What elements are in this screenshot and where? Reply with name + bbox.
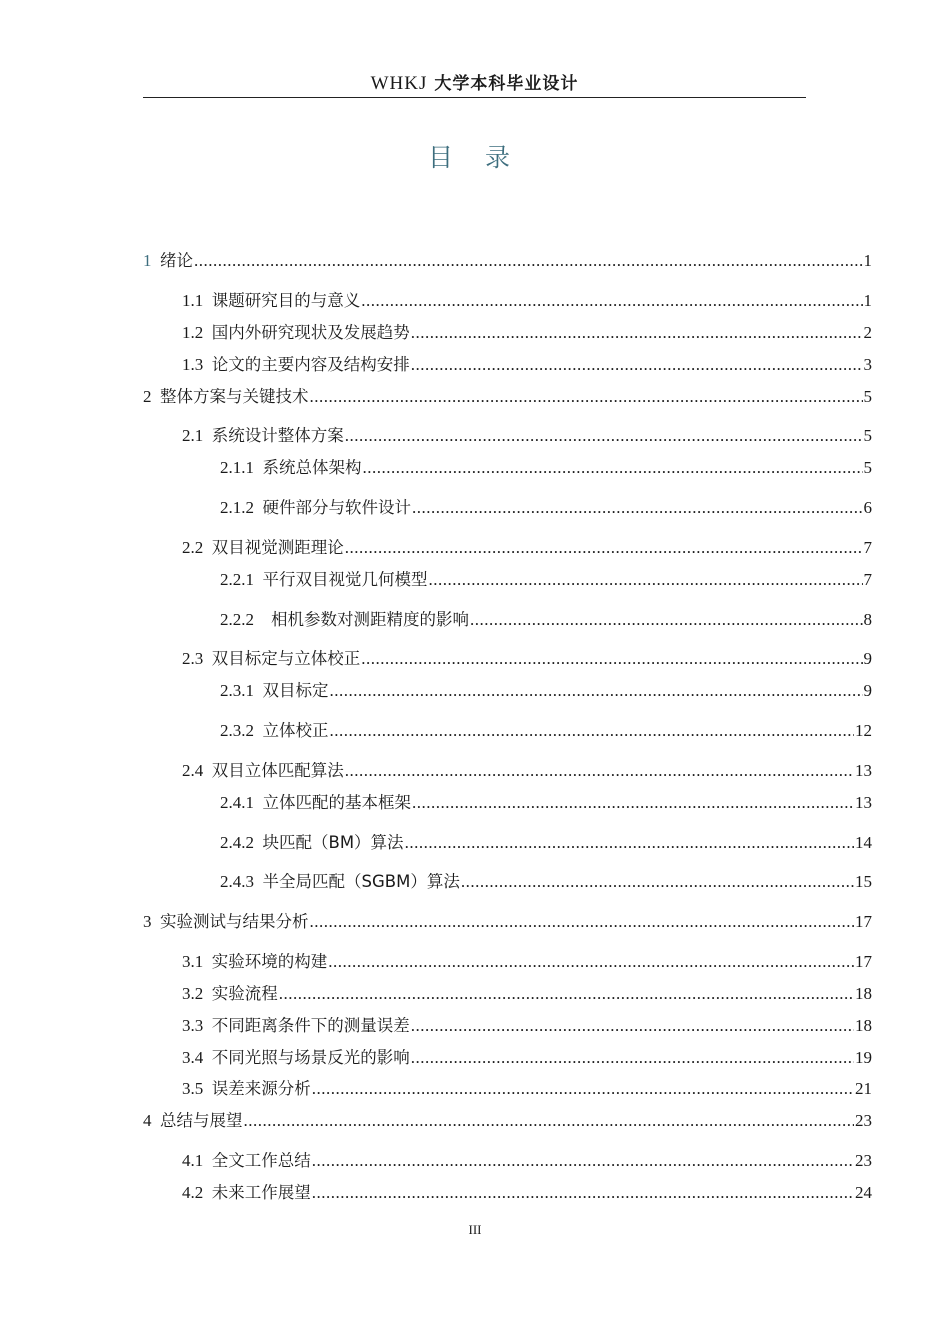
toc-entry-page: 13	[855, 761, 872, 780]
toc-entry-title: 平行双目视觉几何模型	[262, 570, 428, 589]
toc-entry-title: 硬件部分与软件设计	[262, 498, 411, 517]
toc-entry-number: 4.1	[182, 1151, 212, 1170]
toc-leader-dots	[279, 983, 854, 1005]
toc-entry[interactable]	[220, 567, 872, 591]
toc-entry-page: 24	[855, 1183, 872, 1202]
toc-entry-number: 2.1	[182, 426, 212, 445]
toc-entry[interactable]	[220, 790, 872, 814]
toc-leader-dots	[194, 250, 863, 272]
toc-entry-page: 17	[855, 952, 872, 971]
toc-entry-title: 全文工作总结	[211, 1151, 311, 1170]
toc-entry-title: 未来工作展望	[211, 1183, 311, 1202]
toc-leader-dots	[361, 290, 862, 312]
toc-entry-number: 3.4	[182, 1048, 212, 1067]
toc-entry-number: 2.2.2	[220, 610, 271, 629]
toc-title: 目 录	[428, 143, 522, 172]
toc-entry[interactable]	[182, 352, 872, 376]
toc-entry[interactable]	[220, 830, 872, 854]
toc-entry-page: 7	[863, 538, 872, 557]
toc-entry-number: 2.1.2	[220, 498, 263, 517]
toc-entry-number: 2.4	[182, 761, 212, 780]
toc-entry-title: 双目标定	[262, 681, 329, 700]
toc-entry-number: 2.3	[182, 649, 212, 668]
toc-entry[interactable]	[182, 1148, 872, 1172]
toc-entry-title: 立体校正	[262, 721, 329, 740]
toc-entry[interactable]	[182, 1045, 872, 1069]
toc-entry-page: 9	[863, 681, 872, 700]
toc-entry-title: 课题研究目的与意义	[211, 291, 361, 310]
toc-entry-page: 1	[863, 291, 872, 310]
toc-entry-title: 半全局匹配（SGBM）算法	[262, 872, 460, 891]
toc-entry-number: 2.3.1	[220, 681, 263, 700]
toc-entry-page: 13	[855, 793, 872, 812]
toc-entry-number: 4.2	[182, 1183, 212, 1202]
toc-entry-page: 6	[863, 498, 872, 517]
toc-entry-page: 18	[855, 984, 872, 1003]
toc-entry-title: 论文的主要内容及结构安排	[211, 355, 410, 374]
toc-entry[interactable]	[182, 981, 872, 1005]
toc-entry-page: 5	[863, 458, 872, 477]
toc-leader-dots	[470, 609, 863, 631]
toc-entry-number: 2	[143, 387, 160, 406]
toc-entry[interactable]	[182, 949, 872, 973]
toc-entry-page: 23	[855, 1111, 872, 1130]
toc-leader-dots	[405, 832, 854, 854]
toc-entry[interactable]	[143, 248, 872, 272]
toc-entry-page: 5	[863, 387, 872, 406]
toc-entry-number: 1.1	[182, 291, 212, 310]
toc-entry-page: 21	[855, 1079, 872, 1098]
toc-entry-title: 实验流程	[211, 984, 278, 1003]
toc-leader-dots	[345, 537, 863, 559]
toc-entry[interactable]	[143, 384, 872, 408]
toc-entry-title: 系统设计整体方案	[211, 426, 344, 445]
toc-entry-page: 1	[863, 251, 872, 270]
toc-leader-dots	[312, 1078, 854, 1100]
toc-entry-page: 9	[863, 649, 872, 668]
toc-entry-title: 不同距离条件下的测量误差	[211, 1016, 410, 1035]
toc-entry-number: 3	[143, 912, 160, 931]
header-title: 大学本科毕业设计	[434, 74, 579, 94]
toc-entry-page: 7	[863, 570, 872, 589]
toc-entry[interactable]	[143, 1108, 872, 1132]
toc-entry-number: 3.3	[182, 1016, 212, 1035]
toc-entry[interactable]	[182, 1076, 872, 1100]
page-number: III	[468, 1222, 482, 1237]
toc-entry-title: 相机参数对测距精度的影响	[271, 610, 469, 629]
toc-leader-dots	[361, 648, 862, 670]
toc-entry-number: 3.2	[182, 984, 212, 1003]
toc-entry[interactable]	[220, 607, 872, 631]
toc-entry-page: 12	[855, 721, 872, 740]
toc-entry-number: 3.1	[182, 952, 212, 971]
toc-entry-title: 总结与展望	[160, 1111, 243, 1130]
toc-leader-dots	[312, 1150, 854, 1172]
toc-entry-number: 3.5	[182, 1079, 212, 1098]
toc-leader-dots	[312, 1182, 854, 1204]
toc-entry[interactable]	[220, 678, 872, 702]
toc-entry-title: 国内外研究现状及发展趋势	[211, 323, 410, 342]
toc-entry[interactable]	[182, 1180, 872, 1204]
toc-entry-title: 双目标定与立体校正	[211, 649, 361, 668]
toc-entry-title: 不同光照与场景反光的影响	[211, 1048, 410, 1067]
toc-entry-title: 误差来源分析	[211, 1079, 311, 1098]
toc-leader-dots	[310, 911, 855, 933]
toc-entry-title: 绪论	[160, 251, 193, 270]
toc-entry-page: 2	[863, 323, 872, 342]
toc-entry-number: 4	[143, 1111, 160, 1130]
toc-entry-title: 实验测试与结果分析	[160, 912, 309, 931]
toc-entry-page: 18	[855, 1016, 872, 1035]
page-header	[143, 70, 806, 97]
toc-entry[interactable]	[220, 455, 872, 479]
toc-entry[interactable]	[182, 758, 872, 782]
toc-leader-dots	[328, 951, 854, 973]
toc-entry[interactable]	[220, 869, 872, 893]
toc-entry[interactable]	[220, 718, 872, 742]
toc-leader-dots	[411, 1015, 854, 1037]
toc-entry-page: 19	[855, 1048, 872, 1067]
toc-leader-dots	[411, 322, 863, 344]
toc-entry-number: 2.4.1	[220, 793, 263, 812]
toc-leader-dots	[244, 1110, 855, 1132]
toc-entry[interactable]	[220, 495, 872, 519]
toc-entry[interactable]	[182, 320, 872, 344]
toc-entry-number: 2.2	[182, 538, 212, 557]
toc-leader-dots	[411, 354, 863, 376]
toc-entry-title: 块匹配（BM）算法	[262, 833, 404, 852]
toc-entry-title: 立体匹配的基本框架	[262, 793, 411, 812]
header-latin: WHKJ	[370, 73, 428, 94]
toc-entry-number: 1	[143, 251, 160, 270]
toc-leader-dots	[412, 792, 854, 814]
toc-leader-dots	[330, 680, 863, 702]
toc-leader-dots	[363, 457, 863, 479]
toc-entry-title: 双目视觉测距理论	[211, 538, 344, 557]
toc-entry-number: 2.2.1	[220, 570, 263, 589]
toc-entry[interactable]	[182, 535, 872, 559]
toc-entry-title: 实验环境的构建	[211, 952, 328, 971]
toc-leader-dots	[411, 1047, 854, 1069]
toc-entry-page: 14	[855, 833, 872, 852]
toc-leader-dots	[429, 569, 863, 591]
toc-entry-page: 23	[855, 1151, 872, 1170]
toc-entry-title: 系统总体架构	[262, 458, 362, 477]
toc-entry-page: 5	[863, 426, 872, 445]
toc-entry-number: 1.2	[182, 323, 212, 342]
toc-entry-number: 2.4.3	[220, 872, 263, 891]
toc-entry-title: 整体方案与关键技术	[160, 387, 309, 406]
toc-leader-dots	[461, 871, 854, 893]
toc-entry[interactable]	[182, 1013, 872, 1037]
toc-entry-title: 双目立体匹配算法	[211, 761, 344, 780]
toc-entry-page: 15	[855, 872, 872, 891]
toc-entry[interactable]	[143, 909, 872, 933]
toc-entry-page: 8	[863, 610, 872, 629]
toc-leader-dots	[345, 760, 854, 782]
toc-entry-number: 1.3	[182, 355, 212, 374]
toc-entry[interactable]	[182, 288, 872, 312]
toc-entry-page: 3	[863, 355, 872, 374]
toc-entry-number: 2.4.2	[220, 833, 263, 852]
toc-leader-dots	[345, 425, 863, 447]
toc-leader-dots	[310, 386, 863, 408]
toc-entry-number: 2.3.2	[220, 721, 263, 740]
toc-entry-page: 17	[855, 912, 872, 931]
header-rule	[143, 97, 806, 98]
toc-leader-dots	[412, 497, 863, 519]
toc-entry-number: 2.1.1	[220, 458, 263, 477]
toc-entry[interactable]	[182, 423, 872, 447]
toc-entry[interactable]	[182, 646, 872, 670]
toc-leader-dots	[330, 720, 855, 742]
